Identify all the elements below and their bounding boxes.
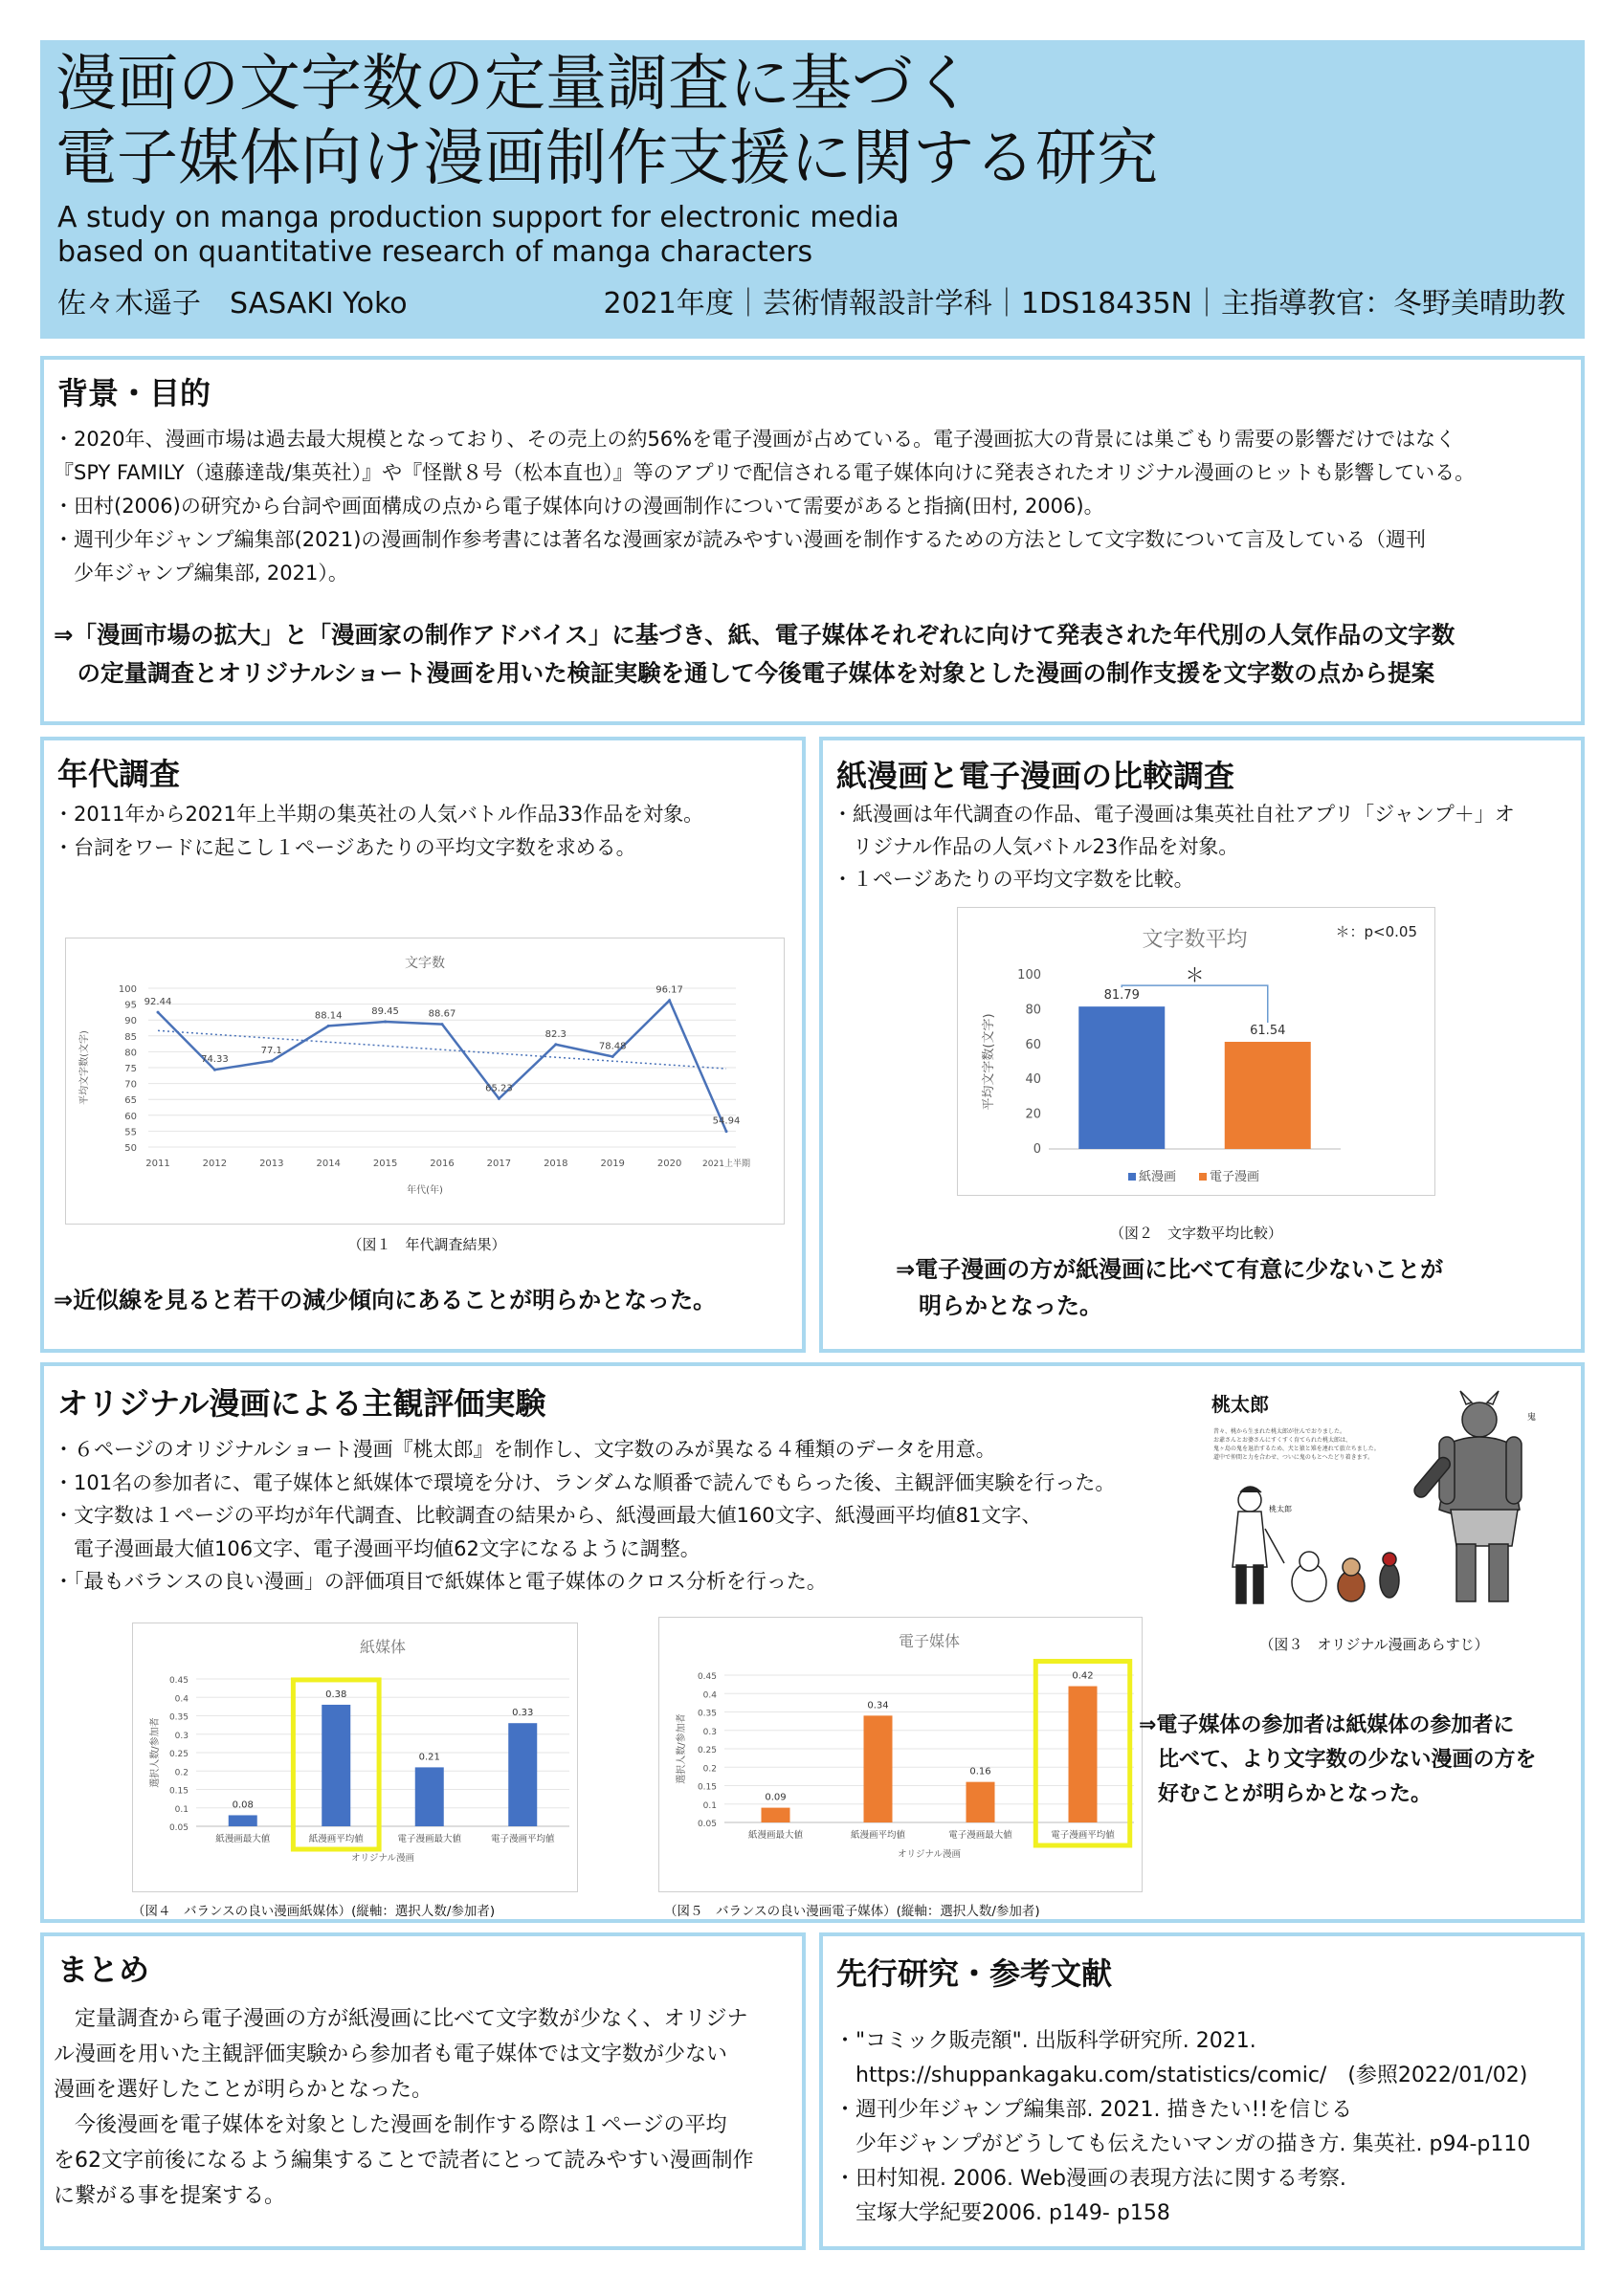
y-tick-label: 0.45: [168, 1676, 189, 1686]
data-point: [611, 1055, 614, 1058]
experiment-line: ・文字数は１ページの平均が年代調査、比較調査の結果から、紙漫画最大値160文字、紙漫画平均値81文字、: [54, 1504, 1042, 1527]
y-tick-label: 85: [124, 1031, 137, 1043]
x-tick-label: 紙漫画最大値: [215, 1834, 271, 1844]
data-label: 88.67: [428, 1008, 456, 1020]
momotaro-story-line: 昔々、桃から生まれた桃太郎が住んでおりました。: [1213, 1428, 1346, 1435]
legend-swatch: [1199, 1173, 1207, 1181]
y-axis-label: 平均文字数(文字): [982, 1013, 996, 1111]
momotaro-story-line: お爺さんとお婆さんにすくすく育てられた桃太郎は、: [1213, 1437, 1352, 1444]
data-label: 89.45: [371, 1006, 399, 1018]
title-line-1: 漫画の文字数の定量調査に基づく: [56, 49, 974, 120]
era-survey-conclusion: ⇒近似線を見ると若干の減少傾向にあることが明らかとなった。: [54, 1287, 717, 1314]
data-label: 82.3: [544, 1028, 567, 1040]
data-point: [725, 1130, 728, 1133]
experiment-line: ・６ページのオリジナルショート漫画『桃太郎』を制作し、文字数のみが異なる４種類のデータを用意。: [54, 1438, 996, 1461]
x-tick-label: 2017: [486, 1159, 512, 1169]
data-point: [441, 1023, 444, 1026]
momotaro-story-line: 道中で仲間と力を合わせ、ついに鬼のもとへたどり着きます。: [1213, 1454, 1374, 1461]
y-tick-label: 0.05: [697, 1820, 717, 1829]
summary-line: を62文字前後になるよう編集することで読者にとって読みやすい漫画制作: [54, 2149, 754, 2173]
bar-value-label: 0.09: [765, 1792, 787, 1803]
data-point: [213, 1069, 216, 1071]
summary-text: [54, 2001, 754, 2214]
y-tick-label: 70: [124, 1079, 137, 1091]
summary-line: に繋がる事を提案する。: [54, 2184, 286, 2208]
era-chart-caption: （図１ 年代調査結果）: [347, 1236, 506, 1253]
author: 佐々木遥子 SASAKI Yoko: [57, 287, 408, 320]
chart-title: 電子媒体: [898, 1632, 961, 1650]
y-axis-label: 選択人数/参加者: [677, 1713, 687, 1784]
background-text: [54, 423, 1475, 590]
comparison-text: [833, 798, 1515, 895]
hero-label: 桃太郎: [1269, 1505, 1292, 1513]
reference-line: 宝塚大学紀要2006. p149- p158: [834, 2201, 1170, 2225]
y-tick-label: 50: [124, 1143, 137, 1154]
background-panel: [40, 356, 1585, 725]
data-label: 78.48: [598, 1041, 627, 1052]
data-point: [498, 1097, 500, 1100]
y-tick-label: 60: [124, 1111, 137, 1122]
comparison-heading: 紙漫画と電子漫画の比較調査: [836, 758, 1235, 794]
x-axis-label: オリジナル漫画: [897, 1849, 962, 1860]
references-text: [834, 2024, 1530, 2231]
era-survey-line: ・2011年から2021年上半期の集英社の人気バトル作品33作品を対象。: [54, 803, 704, 826]
references-panel: [819, 1932, 1585, 2250]
bar: [967, 1782, 995, 1822]
reference-line: ・"コミック販売額". 出版科学研究所. 2021.: [834, 2029, 1256, 2053]
bar-value-label: 61.54: [1250, 1023, 1286, 1038]
bar: [864, 1715, 893, 1822]
comparison-line: リジナル作品の人気バトル23作品を対象。: [833, 835, 1239, 858]
paper-media-bar-chart: [133, 1623, 577, 1891]
x-axis-label: 年代(年): [407, 1185, 443, 1196]
bar: [229, 1815, 257, 1826]
momotaro-figure: [1173, 1376, 1556, 1615]
y-tick-label: 55: [124, 1127, 137, 1138]
data-label: 65.23: [485, 1083, 513, 1094]
data-label: 54.94: [712, 1115, 741, 1127]
era-line-chart: [66, 938, 784, 1224]
summary-line: 今後漫画を電子媒体を対象とした漫画を制作する際は１ページの平均: [54, 2113, 727, 2137]
x-tick-label: 2021上半期: [702, 1159, 750, 1169]
reference-line: https://shuppankagaku.com/statistics/comic/ (参照2022/01/02): [834, 2064, 1528, 2087]
x-tick-label: 紙漫画最大値: [747, 1830, 804, 1841]
data-point: [270, 1060, 273, 1063]
x-axis-label: オリジナル漫画: [350, 1853, 415, 1864]
summary-line: 定量調査から電子漫画の方が紙漫画に比べて文字数が少なく、オリジナ: [54, 2007, 748, 2031]
x-tick-label: 紙漫画平均値: [308, 1834, 364, 1844]
background-line: ・田村(2006)の研究から台詞や画面構成の点から電子媒体向けの漫画制作について需要があると指摘(田村, 2006)。: [54, 495, 1104, 518]
bar-value-label: 0.21: [418, 1752, 440, 1763]
era-survey-text: [54, 798, 703, 865]
data-label: 77.1: [260, 1046, 282, 1057]
bar-value-label: 0.34: [867, 1700, 889, 1711]
comparison-conclusion-line: 明らかとなった。: [896, 1292, 1102, 1319]
background-conclusion-line: の定量調査とオリジナルショート漫画を用いた検証実験を通して今後電子媒体を対象とした漫画の制作支援を文字数の点から提案: [54, 659, 1435, 687]
x-tick-label: 電子漫画最大値: [397, 1834, 462, 1844]
x-tick-label: 2020: [656, 1159, 682, 1169]
author-meta: 2021年度｜芸術情報設計学科｜1DS18435N｜主指導教官：冬野美晴助教: [603, 287, 1566, 320]
digital-media-bar-chart: [659, 1618, 1142, 1891]
figure5-caption: （図５ バランスの良い漫画電子媒体）(縦軸：選択人数/参加者): [664, 1904, 1040, 1919]
digital-media-chart-box: [658, 1617, 1143, 1892]
experiment-line: ・「最もバランスの良い漫画」の評価項目で紙媒体と電子媒体のクロス分析を行った。: [54, 1570, 827, 1593]
bar: [508, 1723, 537, 1826]
summary-panel: [40, 1932, 806, 2250]
era-survey-heading: 年代調査: [57, 756, 181, 792]
background-heading: 背景・目的: [57, 375, 211, 411]
experiment-line: 電子漫画最大値106文字、電子漫画平均値62文字になるように調整。: [54, 1536, 700, 1560]
comparison-chart-caption: （図２ 文字数平均比較）: [1109, 1225, 1282, 1242]
y-axis-label: 平均文字数(文字): [79, 1030, 90, 1105]
x-tick-label: 2019: [600, 1159, 625, 1169]
y-tick-label: 60: [1025, 1037, 1041, 1052]
figure3-caption: （図３ オリジナル漫画あらすじ）: [1259, 1636, 1489, 1653]
momotaro-story-line: 鬼ヶ島の鬼を退治するため、犬と猿と雉を連れて旅立ちました。: [1213, 1446, 1380, 1452]
background-line: ・2020年、漫画市場は過去最大規模となっており、その売上の約56%を電子漫画が占めている。電子漫画拡大の背景には巣ごもり需要の影響だけではなく: [54, 428, 1456, 451]
x-tick-label: 2014: [316, 1159, 341, 1169]
paper-media-chart-box: [132, 1623, 578, 1892]
y-tick-label: 0.05: [168, 1823, 189, 1833]
bar-value-label: 0.08: [232, 1799, 254, 1811]
summary-line: 漫画を選好したことが明らかとなった。: [54, 2078, 433, 2102]
y-tick-label: 90: [124, 1016, 137, 1027]
y-tick-label: 0.1: [702, 1800, 717, 1811]
era-line-chart-box: [65, 938, 785, 1225]
y-tick-label: 100: [118, 984, 137, 995]
experiment-conclusion-line: 比べて、より文字数の少ない漫画の方を: [1158, 1748, 1537, 1772]
y-tick-label: 20: [1025, 1107, 1041, 1122]
bar-value-label: 81.79: [1103, 988, 1140, 1004]
bar-value-label: 0.33: [512, 1708, 534, 1719]
y-tick-label: 0.25: [168, 1750, 189, 1759]
references-heading: 先行研究・参考文献: [836, 1955, 1113, 1992]
y-tick-label: 0.4: [702, 1690, 717, 1701]
significance-mark: ＊: [1185, 963, 1205, 987]
era-survey-line: ・台詞をワードに起こし１ページあたりの平均文字数を求める。: [54, 836, 636, 859]
background-line: ・週刊少年ジャンプ編集部(2021)の漫画制作参考書には著名な漫画家が読みやすい漫画を制作するための方法として文字数について言及している（週刊: [54, 528, 1426, 551]
y-tick-label: 80: [1025, 1003, 1041, 1018]
legend-swatch: [1128, 1173, 1136, 1181]
data-point: [668, 999, 671, 1002]
bar-value-label: 0.42: [1072, 1670, 1094, 1682]
y-tick-label: 80: [124, 1048, 137, 1059]
experiment-text: [54, 1433, 1115, 1599]
experiment-conclusion-line: ⇒電子媒体の参加者は紙媒体の参加者に: [1139, 1713, 1515, 1737]
x-tick-label: 電子漫画最大値: [948, 1830, 1012, 1841]
data-point: [554, 1043, 557, 1046]
experiment-heading: オリジナル漫画による主観評価実験: [57, 1385, 546, 1422]
background-conclusion-line: ⇒「漫画市場の拡大」と「漫画家の制作アドバイス」に基づき、紙、電子媒体それぞれに向けて発表された年代別の人気作品の文字数: [54, 621, 1455, 649]
y-tick-label: 65: [124, 1095, 137, 1107]
experiment-conclusion: [1139, 1709, 1537, 1812]
y-tick-label: 0.45: [697, 1672, 717, 1682]
header-banner: [40, 40, 1585, 339]
figure4-caption: （図４ バランスの良い漫画紙媒体）(縦軸：選択人数/参加者): [132, 1904, 496, 1919]
reference-line: ・週刊少年ジャンプ編集部. 2021. 描きたい!!を信じる: [834, 2098, 1353, 2122]
comparison-line: ・１ページあたりの平均文字数を比較。: [833, 868, 1194, 891]
oni-character: [1411, 1391, 1522, 1601]
bar-value-label: 0.16: [969, 1766, 991, 1777]
y-tick-label: 0.35: [168, 1712, 189, 1723]
era-survey-panel: [40, 737, 806, 1353]
x-tick-label: 2018: [544, 1159, 568, 1169]
y-tick-label: 0.2: [174, 1768, 189, 1778]
y-tick-label: 0.4: [174, 1694, 189, 1705]
summary-line: ル漫画を用いた主観評価実験から参加者も電子媒体では文字数が少ない: [54, 2042, 728, 2066]
data-label: 96.17: [655, 984, 683, 996]
experiment-panel: [40, 1362, 1585, 1923]
y-tick-label: 95: [124, 1000, 137, 1011]
y-tick-label: 0: [1033, 1142, 1041, 1157]
x-tick-label: 2011: [145, 1159, 170, 1169]
momotaro-illustration: [1173, 1376, 1556, 1615]
y-tick-label: 75: [124, 1064, 137, 1074]
chart-title: 紙媒体: [359, 1638, 407, 1656]
comparison-line: ・紙漫画は年代調査の作品、電子漫画は集英社自社アプリ「ジャンプ＋」オ: [833, 803, 1515, 826]
x-tick-label: 2012: [202, 1159, 228, 1169]
momotaro-title: 桃太郎: [1211, 1393, 1269, 1416]
data-point: [327, 1025, 330, 1027]
data-label: 88.14: [314, 1010, 343, 1022]
reference-line: 少年ジャンプがどうしても伝えたいマンガの描き方. 集英社. p94-p110: [834, 2132, 1531, 2156]
y-tick-label: 0.25: [697, 1746, 717, 1755]
comparison-panel: [819, 737, 1585, 1353]
bar: [762, 1808, 790, 1822]
subtitle-line-2: based on quantitative research of manga characters: [57, 235, 813, 269]
x-tick-label: 2015: [372, 1159, 398, 1169]
x-tick-label: 2013: [259, 1159, 284, 1169]
data-point: [384, 1021, 387, 1024]
data-label: 92.44: [144, 997, 172, 1008]
y-tick-label: 100: [1017, 968, 1041, 982]
bar: [322, 1705, 350, 1826]
chart-title: 文字数: [405, 956, 445, 971]
y-tick-label: 0.1: [174, 1804, 189, 1815]
comparison-conclusion: [896, 1251, 1443, 1324]
y-tick-label: 0.35: [697, 1709, 717, 1719]
chart-title: 文字数平均: [1142, 928, 1248, 952]
y-axis-label: 選択人数/参加者: [150, 1717, 161, 1788]
bar: [1069, 1687, 1098, 1822]
x-tick-label: 紙漫画平均値: [850, 1830, 906, 1841]
significance-note: ＊：p<0.05: [1335, 923, 1417, 940]
subtitle-line-1: A study on manga production support for electronic media: [57, 201, 900, 234]
bar: [1078, 1006, 1165, 1149]
x-tick-label: 2016: [430, 1159, 455, 1169]
summary-heading: まとめ: [57, 1952, 150, 1988]
bar-value-label: 0.38: [325, 1689, 347, 1700]
data-label: 74.33: [201, 1054, 229, 1066]
x-tick-label: 電子漫画平均値: [1051, 1830, 1115, 1841]
legend-label: 紙漫画: [1139, 1170, 1177, 1184]
title-line-2: 電子媒体向け漫画制作支援に関する研究: [56, 123, 1158, 194]
comparison-bar-chart-box: [957, 907, 1435, 1196]
legend-label: 電子漫画: [1210, 1170, 1260, 1184]
experiment-conclusion-line: 好むことが明らかとなった。: [1158, 1782, 1433, 1806]
y-tick-label: 40: [1025, 1072, 1041, 1088]
companion-animals: [1292, 1552, 1399, 1601]
comparison-conclusion-line: ⇒電子漫画の方が紙漫画に比べて有意に少ないことが: [896, 1256, 1444, 1283]
y-tick-label: 0.15: [697, 1782, 717, 1793]
y-tick-label: 0.3: [174, 1731, 189, 1741]
bar: [415, 1767, 444, 1826]
background-line: 少年ジャンプ編集部, 2021）。: [54, 562, 348, 585]
data-point: [157, 1011, 160, 1014]
bar: [1225, 1042, 1311, 1149]
x-tick-label: 電子漫画平均値: [490, 1834, 555, 1844]
comparison-bar-chart: [958, 908, 1434, 1195]
demon-label: 鬼: [1527, 1413, 1537, 1423]
y-tick-label: 0.15: [168, 1786, 189, 1797]
y-tick-label: 0.3: [702, 1727, 717, 1737]
y-tick-label: 0.2: [702, 1764, 717, 1775]
background-conclusion: [54, 616, 1455, 693]
experiment-line: ・101名の参加者に、電子媒体と紙媒体で環境を分け、ランダムな順番で読んでもらった後、主観評価実験を行った。: [54, 1470, 1116, 1494]
reference-line: ・田村知視. 2006. Web漫画の表現方法に関する考察.: [834, 2167, 1346, 2191]
background-line: 『SPY FAMILY（遠藤達哉/集英社）』や『怪獣８号（松本直也）』等のアプリで配信される電子媒体向けに発表されたオリジナル漫画のヒットも影響している。: [54, 461, 1476, 484]
